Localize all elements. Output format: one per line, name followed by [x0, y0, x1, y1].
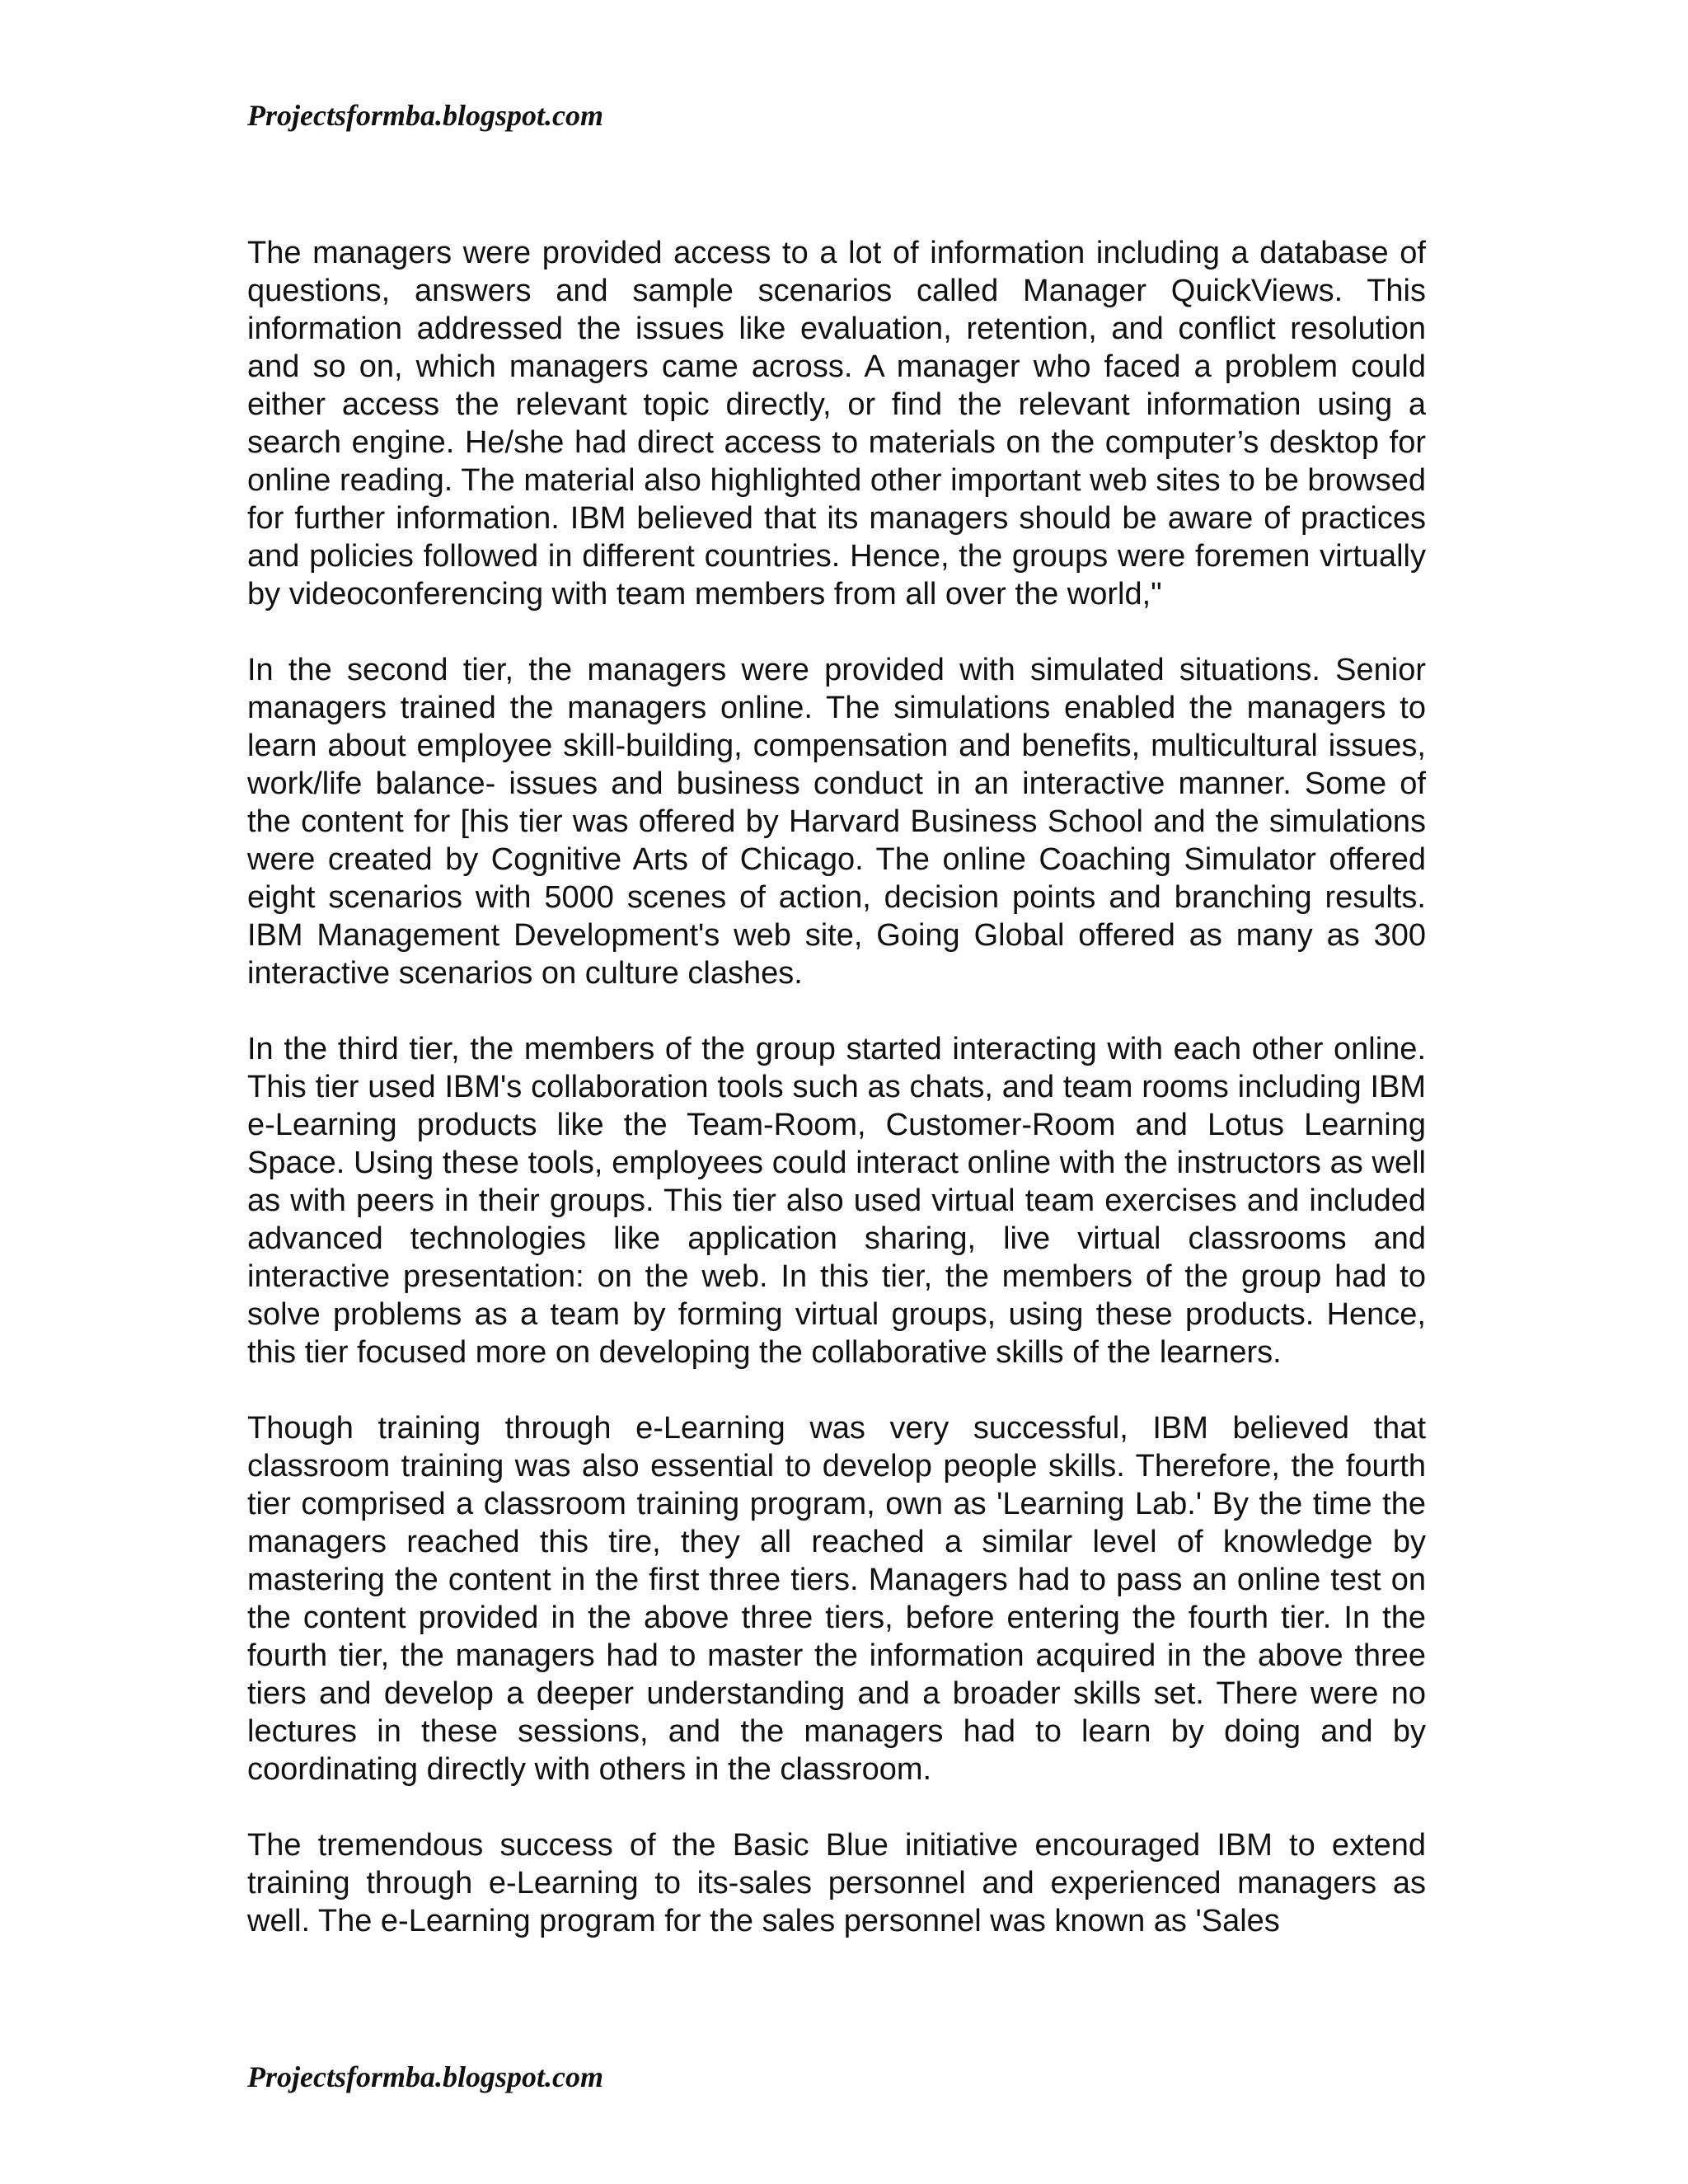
paragraph-fourth-tier: Though training through e-Learning was very successful, IBM believed that classroom training was also essential to develop people skills. Therefore, the fourth tier comprised a classroom training program, own as 'Learning Lab.' By the time the managers reached this tire, they all reached a similar level of knowledge by mastering the content in the first three tiers. Managers had to pass an online test on the content provided in the above three tiers, before entering the fourth tier. In the fourth tier, the managers had to master the information acquired in the above three tiers and develop a deeper understanding and a broader skills set. There were no lectures in these sessions, and the managers had to learn by doing and by coordinating directly with others in the classroom. — [247, 1411, 1426, 1787]
page-footer-site: Projectsformba.blogspot.com — [247, 2060, 603, 2093]
paragraph-third-tier: In the third tier, the members of the group started interacting with each other online. This tier used IBM's collaboration tools such as chats, and team rooms including IBM e-Learning products like the Team-Room, Customer-Room and Lotus Learning Space. Using these tools, employees could interact online with the instructors as well as with peers in their groups. This tier also used virtual team exercises and included advanced technologies like application sharing, live virtual classrooms and interactive presentation: on the web. In this tier, the members of the group had to solve problems as a team by forming virtual groups, using these products. Hence, this tier focused more on developing the collaborative skills of the learners. — [247, 1032, 1426, 1370]
page-header-site: Projectsformba.blogspot.com — [247, 99, 603, 132]
document-body — [247, 234, 1426, 1940]
paragraph-first-tier-information: The managers were provided access to a lot of information including a database of questions, answers and sample scenarios called Manager QuickViews. This information addressed the issues like evaluation, retention, and conflict resolution and so on, which managers came across. A manager who faced a problem could either access the relevant topic directly, or find the relevant information using a search engine. He/she had direct access to materials on the computer’s desktop for online reading. The material also highlighted other important web sites to be browsed for further information. IBM believed that its managers should be aware of practices and policies followed in different countries. Hence, the groups were foremen virtually by videoconferencing with team members from all over the world," — [247, 236, 1426, 612]
paragraph-second-tier: In the second tier, the managers were provided with simulated situations. Senior managers trained the managers online. The simulations enabled the managers to learn about employee skill-building, compensation and benefits, multicultural issues, work/life balance- issues and business conduct in an interactive manner. Some of the content for [his tier was offered by Harvard Business School and the simulations were created by Cognitive Arts of Chicago. The online Coaching Simulator offered eight scenarios with 5000 scenes of action, decision points and branching results. IBM Management Development's web site, Going Global offered as many as 300 interactive scenarios on culture clashes. — [247, 653, 1426, 991]
paragraph-basic-blue-extension: The tremendous success of the Basic Blue initiative encouraged IBM to extend training through e-Learning to its-sales personnel and experienced managers as well. The e-Learning program for the sales personnel was known as 'Sales — [247, 1828, 1426, 1938]
